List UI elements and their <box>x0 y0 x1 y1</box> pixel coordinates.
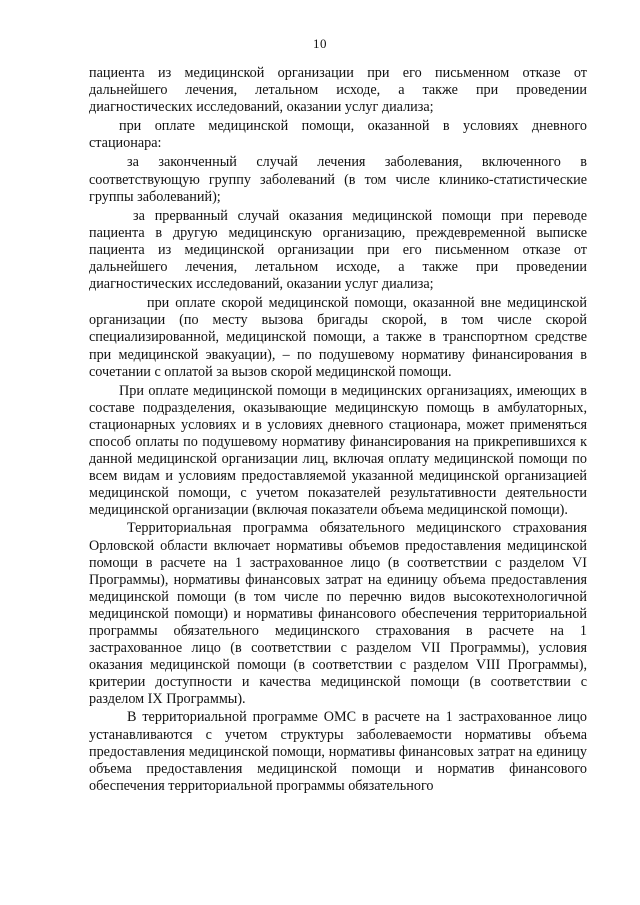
paragraph-territorial-program: Территориальная программа обязательного медицинского страхования Орловской области включает нормативы объемов предоставления медицинской помощи в расчете на 1 застрахованное лицо (в соответствии с разделом VI Программы), нормативы финансовых затрат на единицу объема предоставления медицинской помощи (в том числе по перечню видов высокотехнологичной медицинской помощи) и нормативы финансового обеспечения территориальной программы обязательного медицинского страхования в расчете на 1 застрахованное лицо (в соответствии с разделом VII Программы), условия оказания медицинской помощи (в соответствии с разделом VIII Программы), критерии доступности и качества медицинской помощи (в соответствии с разделом IX Программы). <box>89 520 587 708</box>
paragraph-day-hospital: при оплате медицинской помощи, оказанной в условиях дневного стационара: <box>89 118 587 152</box>
paragraph-completed-case: за законченный случай лечения заболевания, включенного в соответствующую группу заболеваний (в том числе клинико-статистические группы заболеваний); <box>89 154 587 205</box>
page-number: 10 <box>313 36 327 51</box>
paragraph-emergency-care: при оплате скорой медицинской помощи, оказанной вне медицинской организации (по месту вызова бригады скорой, в том числе скорой специализированной, медицинской помощи, а также в транспортном средстве при медицинской эвакуации), – по подушевому нормативу финансирования в сочетании с оплатой за вызов скорой медицинской помощи. <box>89 295 587 380</box>
paragraph-per-capita: При оплате медицинской помощи в медицинских организациях, имеющих в составе подразделения, оказывающие медицинскую помощь в амбулаторных, стационарных условиях и в условиях дневного стационара, может применяться способ оплаты по подушевому нормативу финансирования на прикрепившихся к данной медицинской организации лиц, включая оплату медицинской помощи по всем видам и условиям предоставляемой указанной медицинской организацией медицинской помощи, с учетом показателей результативности деятельности медицинской организации (включая показатели объема медицинской помощи). <box>89 382 587 519</box>
paragraph-interrupted-case: за прерванный случай оказания медицинской помощи при переводе пациента в другую медицинскую организацию, преждевременной выписке пациента из медицинской организации при его письменном отказе от дальнейшего лечения, летальном исходе, а также при проведении диагностических исследований, оказании услуг диализа; <box>89 207 587 293</box>
paragraph-oms-norms: В территориальной программе ОМС в расчете на 1 застрахованное лицо устанавливаются с учетом структуры заболеваемости нормативы объема предоставления медицинской помощи, нормативы финансовых затрат на единицу объема предоставления медицинской помощи и норматив финансового обеспечения территориальной программы обязательного <box>89 709 587 794</box>
paragraph-continuation: пациента из медицинской организации при его письменном отказе от дальнейшего лечения, летальном исходе, а также при проведении диагностических исследований, оказании услуг диализа; <box>89 65 587 116</box>
document-body <box>89 65 587 795</box>
